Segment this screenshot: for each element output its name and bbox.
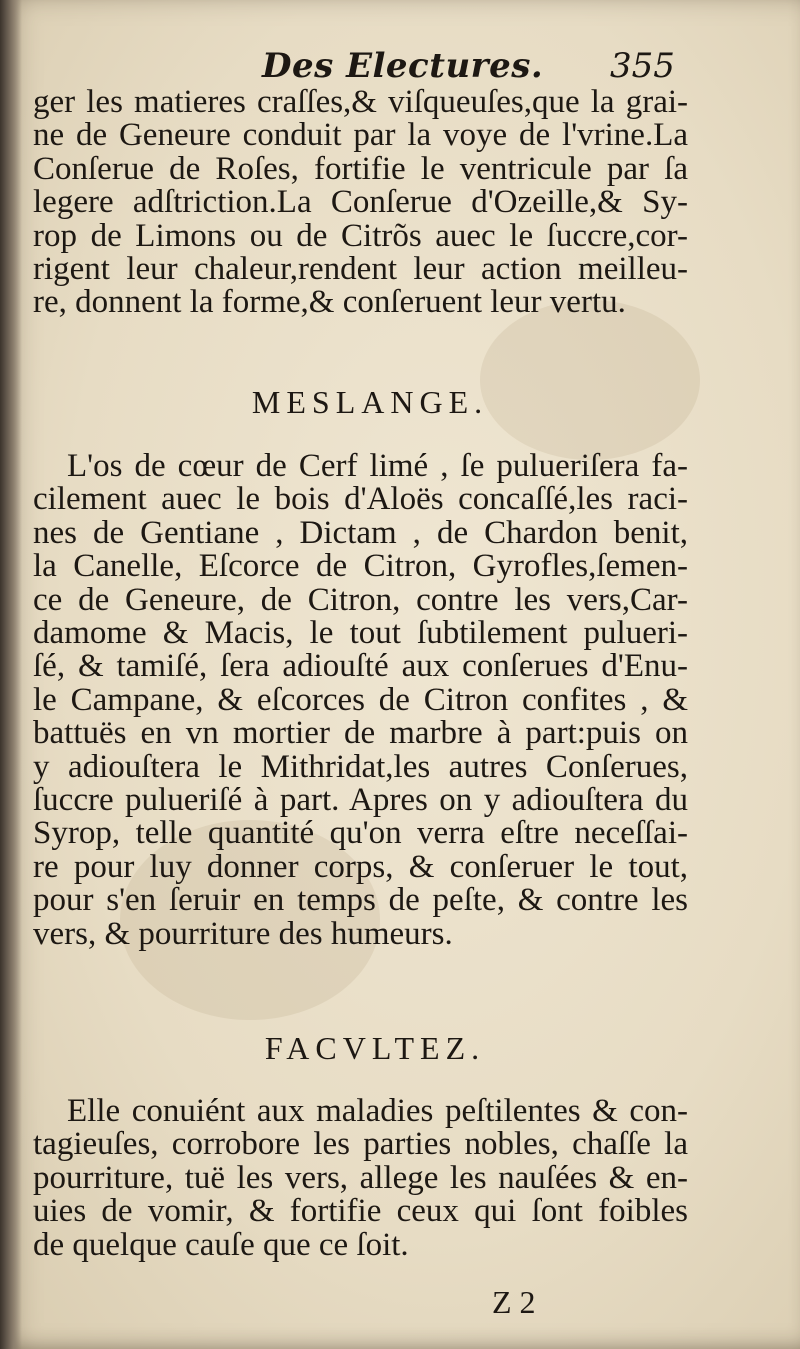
- text-line: Syrop, telle quantité qu'on verra eſtre neceſſai-: [33, 815, 688, 852]
- text-line: rigent leur chaleur,rendent leur action meilleu-: [33, 251, 688, 288]
- text-line: de quelque cauſe que ce ſoit.: [33, 1226, 409, 1263]
- text-line: rop de Limons ou de Citrõs auec le ſuccre,cor-: [33, 217, 688, 254]
- text-line: cilement auec le bois d'Aloës concaſſé,les raci-: [33, 481, 688, 518]
- text-line: L'os de cœur de Cerf limé , ſe pulueriſera fa-: [67, 448, 688, 484]
- text-line: nes de Gentiane , Dictam , de Chardon benit,: [33, 514, 688, 551]
- text-line: Conſerue de Roſes, fortifie le ventricule par ſa: [33, 150, 688, 187]
- text-line: le Campane, & eſcorces de Citron confites , &: [33, 681, 688, 718]
- signature-mark: Z 2: [492, 1284, 536, 1320]
- text-line: tagieuſes, corrobore les parties nobles, chaſſe la: [33, 1126, 688, 1163]
- text-line: re, donnent la forme,& conſeruent leur vertu.: [33, 284, 626, 321]
- page-number: 355: [610, 46, 675, 86]
- text-line: legere adſtriction.La Conſerue d'Ozeille,& Sy-: [33, 184, 688, 221]
- paper-stain: [480, 300, 700, 460]
- text-line: ſé, & tamiſé, ſera adiouſté aux conſerues d'Enu-: [33, 648, 688, 685]
- text-line: pour s'en ſeruir en temps de peſte, & contre les: [33, 882, 688, 919]
- text-line: vers, & pourriture des humeurs.: [33, 915, 453, 952]
- text-line: ger les matieres craſſes,& viſqueuſes,que la grai-: [33, 84, 688, 120]
- text-line: uies de vomir, & fortifie ceux qui ſont foibles: [33, 1193, 688, 1230]
- text-line: battuës en vn mortier de marbre à part:puis on: [33, 715, 688, 752]
- text-line: ce de Geneure, de Citron, contre les vers,Car-: [33, 581, 688, 618]
- page-gutter-shadow: [0, 0, 22, 1349]
- section-heading-facultez: FACVLTEZ.: [264, 1030, 486, 1066]
- text-line: re pour luy donner corps, & conſeruer le tout,: [33, 848, 688, 885]
- paragraph-facultez: [33, 1095, 688, 1262]
- text-line: Elle conuiént aux maladies peſtilentes & con-: [67, 1093, 688, 1129]
- paragraph-intro: [33, 86, 688, 320]
- running-head: Des Electures.: [262, 46, 544, 86]
- text-line: ne de Geneure conduit par la voye de l'vrine.La: [33, 117, 688, 154]
- text-line: pourriture, tuë les vers, allege les nauſées & en-: [33, 1159, 688, 1196]
- text-line: y adiouſtera le Mithridat,les autres Conſerues,: [33, 748, 688, 785]
- text-line: la Canelle, Eſcorce de Citron, Gyrofles,ſemen-: [33, 548, 688, 585]
- text-line: ſuccre pulueriſé à part. Apres on y adiouſtera du: [33, 782, 688, 819]
- section-heading-meslange: MESLANGE.: [251, 384, 489, 420]
- paragraph-meslange: [33, 450, 688, 951]
- text-line: damome & Macis, le tout ſubtilement pulueri-: [33, 615, 688, 652]
